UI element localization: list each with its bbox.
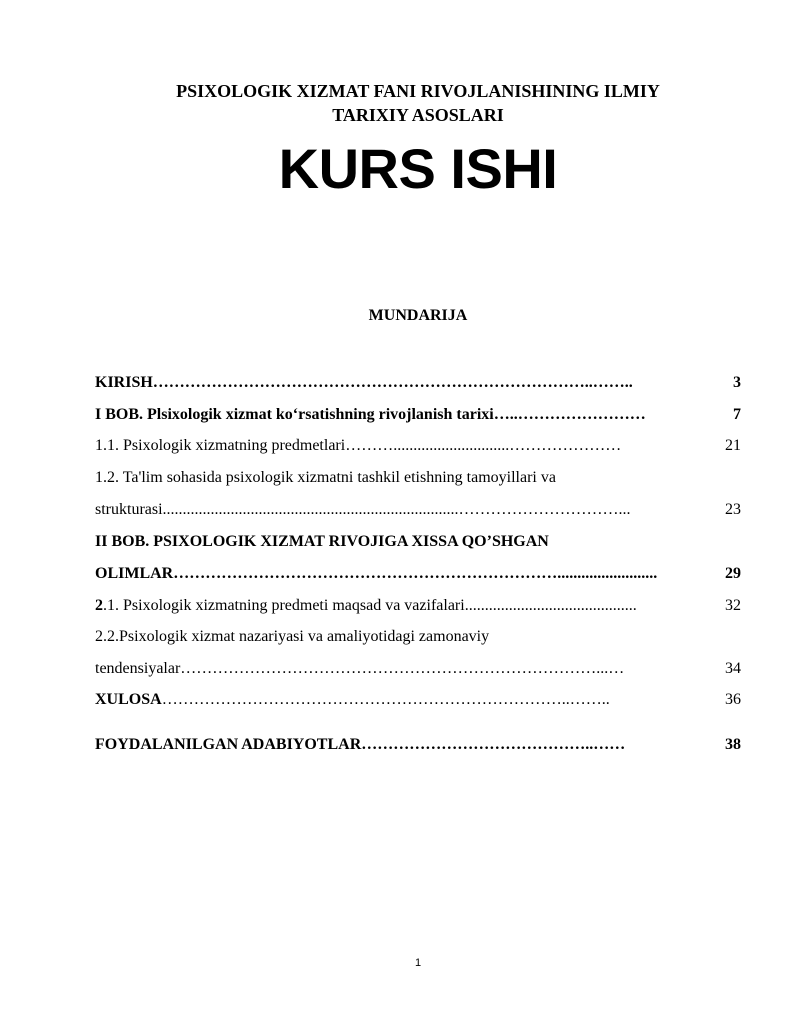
toc-entry-page: 29 [725,565,741,582]
toc-entry-text: 2.2.Psixologik xizmat nazariyasi va amaliyotidagi zamonaviy [95,628,490,645]
toc-entry-leader: ………………………………………………………………......................... [173,565,658,582]
toc-entry-page: 7 [733,406,741,423]
toc-entry-page: 36 [725,691,741,708]
toc-entry-page: 34 [725,660,741,677]
document-title-line-2: TARIXIY ASOSLARI [332,105,504,125]
toc-entry-chapter-1 [95,404,741,426]
toc-entry-leader: ……………………………………..…… [361,736,626,753]
toc-entry-page: 38 [725,736,741,753]
toc-entry-leader: ........................................... [464,597,637,614]
toc-entry-page: 32 [725,597,741,614]
toc-entry-text: FOYDALANILGAN ADABIYOTLAR [95,736,362,753]
toc-entry-section-2-2-line-2 [95,658,741,680]
toc-entry-text: II BOB. PSIXOLOGIK XIZMAT RIVOJIGA XISSA QO’SHGAN [95,533,549,550]
toc-entry-leader: ………………………………………………………………………..…….. [152,374,633,391]
toc-entry-bibliography [95,734,741,756]
toc-entry-text: 1.1. Psixologik xizmatning predmetlari [95,437,346,454]
toc-entry-leader: ……………………………………………………………………...… [180,660,625,677]
toc-entry-text [95,595,465,617]
toc-entry-text: strukturasi [95,501,163,518]
toc-entry-kirish [95,372,741,394]
toc-entry-text: OLIMLAR [95,565,174,582]
toc-entry-section-1-2-line-1 [95,467,741,489]
toc-entry-section-2-1 [95,595,741,617]
page-number: 1 [414,957,422,969]
toc-heading: MUNDARIJA [368,307,468,324]
toc-entry-section-1-1 [95,435,741,457]
toc-entry-leader: ..........................................................................…………………………... [162,501,631,518]
toc-entry-text: KIRISH [95,374,153,391]
toc-entry-leader: …………………………………………………………………..…….. [161,691,610,708]
toc-entry-page: 21 [725,437,741,454]
toc-entry-bold-prefix: XULOSA [95,691,162,708]
toc-entry-page: 3 [733,374,741,391]
toc-entry-leader: ……….............................………………… [345,437,622,454]
toc-entry-text-rest: .1. Psixologik xizmatning predmeti maqsad va vazifalari [103,597,465,614]
toc-entry-xulosa [95,689,741,711]
toc-entry-section-1-2-line-2 [95,499,741,521]
toc-entry-section-2-2-line-1 [95,626,741,648]
toc-entry-leader: …..…………………… [493,406,646,423]
toc-entry-text: tendensiyalar [95,660,181,677]
toc-entry-text: I BOB. Plsixologik xizmat ko‘rsatishning rivojlanish tarixi [95,406,494,423]
kurs-ishi-heading: KURS ISHI [278,137,558,200]
toc-entry-chapter-2-line-2 [95,563,741,585]
toc-entry-page: 23 [725,501,741,518]
document-title-line-1: PSIXOLOGIK XIZMAT FANI RIVOJLANISHINING ILMIY [176,81,660,101]
toc-entry-chapter-2-line-1 [95,531,741,553]
toc-entry-text [95,689,162,711]
toc-entry-bold-prefix: 2 [95,597,103,614]
toc-entry-text: 1.2. Ta'lim sohasida psixologik xizmatni tashkil etishning tamoyillari va [95,469,556,486]
